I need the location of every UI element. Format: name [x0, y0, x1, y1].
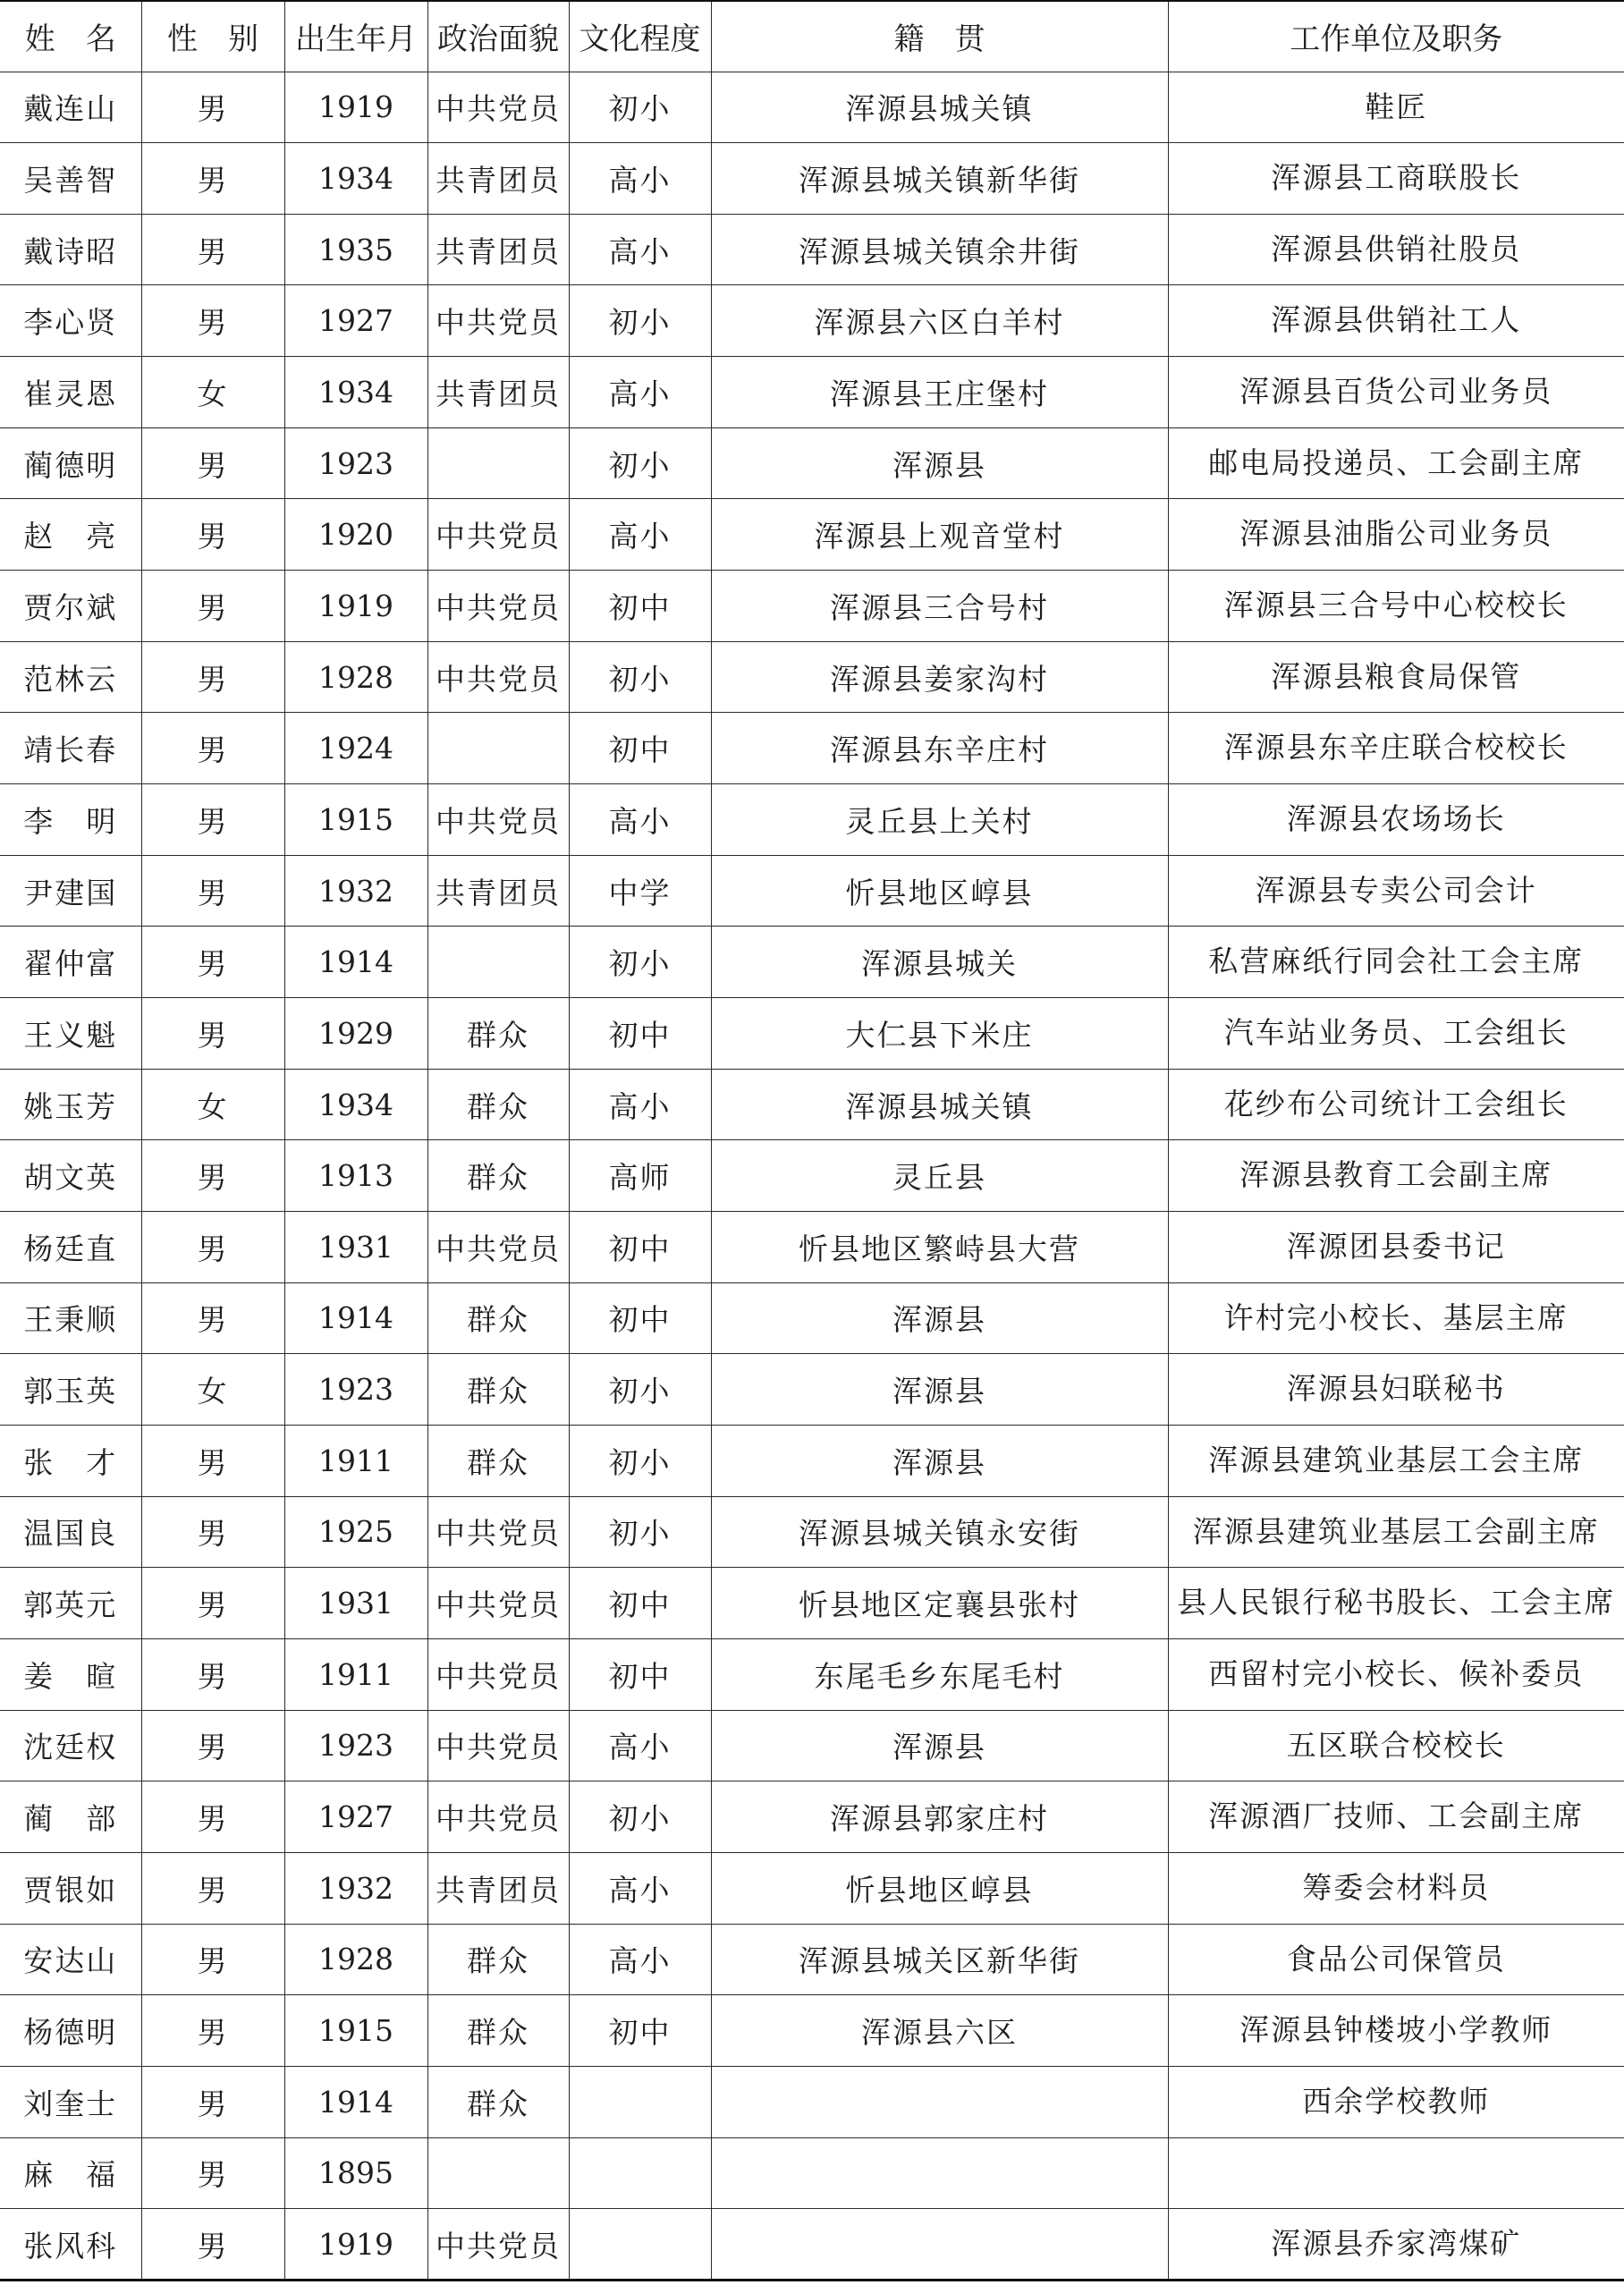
birth-year-cell: 1923 — [284, 427, 427, 499]
job-cell: 五区联合校校长 — [1168, 1710, 1624, 1781]
name-cell: 沈廷权 — [0, 1710, 141, 1781]
political-status-cell: 中共党员 — [427, 499, 569, 571]
table-row — [0, 1212, 1624, 1283]
education-cell: 初小 — [569, 1425, 711, 1496]
job-cell: 浑源县建筑业基层工会副主席 — [1168, 1496, 1624, 1568]
table-row — [0, 499, 1624, 571]
native-place-cell: 浑源县城关镇永安街 — [711, 1496, 1168, 1568]
education-cell: 高小 — [569, 1069, 711, 1140]
education-cell: 初中 — [569, 1638, 711, 1710]
table-row — [0, 1140, 1624, 1212]
birth-year-cell: 1914 — [284, 1282, 427, 1354]
gender-cell: 男 — [141, 285, 284, 357]
job-cell: 浑源县建筑业基层工会主席 — [1168, 1425, 1624, 1496]
name-cell: 戴连山 — [0, 72, 141, 143]
name-cell: 刘奎士 — [0, 2066, 141, 2137]
name-cell: 郭玉英 — [0, 1354, 141, 1426]
name-cell: 郭英元 — [0, 1568, 141, 1639]
political-status-cell: 共青团员 — [427, 1852, 569, 1924]
native-place-cell: 浑源县 — [711, 1425, 1168, 1496]
gender-cell: 男 — [141, 214, 284, 285]
table-row — [0, 1354, 1624, 1426]
job-cell: 浑源县乔家湾煤矿 — [1168, 2209, 1624, 2281]
job-cell: 浑源县妇联秘书 — [1168, 1354, 1624, 1426]
birth-year-cell: 1920 — [284, 499, 427, 571]
job-cell: 浑源县工商联股长 — [1168, 143, 1624, 215]
native-place-cell: 浑源县姜家沟村 — [711, 641, 1168, 713]
gender-cell: 男 — [141, 855, 284, 927]
native-place-cell: 浑源县城关区新华街 — [711, 1924, 1168, 1995]
education-cell: 高小 — [569, 214, 711, 285]
native-place-cell: 浑源县城关镇 — [711, 1069, 1168, 1140]
table-row — [0, 1852, 1624, 1924]
political-status-cell: 中共党员 — [427, 285, 569, 357]
gender-cell: 男 — [141, 784, 284, 856]
education-cell: 高小 — [569, 1924, 711, 1995]
table-row — [0, 427, 1624, 499]
name-cell: 安达山 — [0, 1924, 141, 1995]
birth-year-header: 出生年月 — [284, 1, 427, 72]
native-place-cell — [711, 2137, 1168, 2209]
job-cell: 浑源团县委书记 — [1168, 1212, 1624, 1283]
table-row — [0, 2137, 1624, 2209]
birth-year-cell: 1935 — [284, 214, 427, 285]
education-cell: 初中 — [569, 998, 711, 1070]
native-place-header: 籍 贯 — [711, 1, 1168, 72]
name-cell: 翟仲富 — [0, 927, 141, 998]
gender-cell: 男 — [141, 72, 284, 143]
name-cell: 张 才 — [0, 1425, 141, 1496]
job-cell: 浑源县三合号中心校校长 — [1168, 571, 1624, 642]
gender-cell: 男 — [141, 1140, 284, 1212]
education-cell: 初中 — [569, 1282, 711, 1354]
native-place-cell: 浑源县三合号村 — [711, 571, 1168, 642]
political-status-cell: 共青团员 — [427, 143, 569, 215]
political-status-header: 政治面貌 — [427, 1, 569, 72]
job-cell: 浑源县油脂公司业务员 — [1168, 499, 1624, 571]
gender-cell: 女 — [141, 1069, 284, 1140]
education-cell: 高小 — [569, 1710, 711, 1781]
job-cell: 浑源酒厂技师、工会副主席 — [1168, 1781, 1624, 1853]
birth-year-cell: 1919 — [284, 2209, 427, 2281]
table-row — [0, 285, 1624, 357]
birth-year-cell: 1929 — [284, 998, 427, 1070]
gender-cell: 男 — [141, 1212, 284, 1283]
table-row — [0, 1069, 1624, 1140]
native-place-cell: 浑源县 — [711, 427, 1168, 499]
education-cell: 高师 — [569, 1140, 711, 1212]
birth-year-cell: 1914 — [284, 2066, 427, 2137]
native-place-cell: 浑源县郭家庄村 — [711, 1781, 1168, 1853]
name-cell: 麻 福 — [0, 2137, 141, 2209]
table-row — [0, 2209, 1624, 2281]
native-place-cell: 大仁县下米庄 — [711, 998, 1168, 1070]
table-row — [0, 1710, 1624, 1781]
table-row — [0, 1568, 1624, 1639]
birth-year-cell: 1911 — [284, 1425, 427, 1496]
job-cell: 浑源县供销社股员 — [1168, 214, 1624, 285]
table-row — [0, 784, 1624, 856]
gender-cell: 男 — [141, 1282, 284, 1354]
gender-cell: 男 — [141, 2137, 284, 2209]
native-place-cell: 忻县地区崞县 — [711, 1852, 1168, 1924]
education-cell — [569, 2066, 711, 2137]
table-row — [0, 641, 1624, 713]
birth-year-cell: 1934 — [284, 143, 427, 215]
birth-year-cell: 1923 — [284, 1710, 427, 1781]
education-cell: 高小 — [569, 784, 711, 856]
education-cell: 高小 — [569, 357, 711, 428]
native-place-cell: 浑源县六区 — [711, 1995, 1168, 2067]
education-cell: 初小 — [569, 927, 711, 998]
birth-year-cell: 1911 — [284, 1638, 427, 1710]
native-place-cell: 浑源县城关 — [711, 927, 1168, 998]
gender-cell: 男 — [141, 1852, 284, 1924]
birth-year-cell: 1934 — [284, 357, 427, 428]
birth-year-cell: 1931 — [284, 1212, 427, 1283]
birth-year-cell: 1932 — [284, 1852, 427, 1924]
name-cell: 温国良 — [0, 1496, 141, 1568]
gender-cell: 男 — [141, 571, 284, 642]
political-status-cell: 群众 — [427, 1140, 569, 1212]
name-cell: 吴善智 — [0, 143, 141, 215]
gender-cell: 男 — [141, 427, 284, 499]
political-status-cell: 群众 — [427, 998, 569, 1070]
political-status-cell: 中共党员 — [427, 1496, 569, 1568]
birth-year-cell: 1895 — [284, 2137, 427, 2209]
job-cell: 浑源县钟楼坡小学教师 — [1168, 1995, 1624, 2067]
birth-year-cell: 1915 — [284, 1995, 427, 2067]
name-cell: 崔灵恩 — [0, 357, 141, 428]
job-cell: 花纱布公司统计工会组长 — [1168, 1069, 1624, 1140]
table-row — [0, 855, 1624, 927]
table-row — [0, 927, 1624, 998]
job-cell: 私营麻纸行同会社工会主席 — [1168, 927, 1624, 998]
birth-year-cell: 1931 — [284, 1568, 427, 1639]
name-cell: 姜 暄 — [0, 1638, 141, 1710]
job-cell: 许村完小校长、基层主席 — [1168, 1282, 1624, 1354]
political-status-cell: 中共党员 — [427, 2209, 569, 2281]
political-status-cell: 群众 — [427, 1282, 569, 1354]
native-place-cell: 浑源县城关镇余井街 — [711, 214, 1168, 285]
native-place-cell: 浑源县 — [711, 1710, 1168, 1781]
political-status-cell: 群众 — [427, 1354, 569, 1426]
gender-cell: 男 — [141, 1638, 284, 1710]
birth-year-cell: 1927 — [284, 285, 427, 357]
education-cell: 初中 — [569, 713, 711, 784]
political-status-cell: 共青团员 — [427, 357, 569, 428]
birth-year-cell: 1927 — [284, 1781, 427, 1853]
table-row — [0, 1924, 1624, 1995]
political-status-cell: 中共党员 — [427, 571, 569, 642]
name-cell: 蔺德明 — [0, 427, 141, 499]
table-row — [0, 1995, 1624, 2067]
native-place-cell — [711, 2209, 1168, 2281]
name-cell: 范林云 — [0, 641, 141, 713]
native-place-cell: 灵丘县 — [711, 1140, 1168, 1212]
gender-cell: 男 — [141, 713, 284, 784]
birth-year-cell: 1914 — [284, 927, 427, 998]
education-header: 文化程度 — [569, 1, 711, 72]
education-cell: 高小 — [569, 1852, 711, 1924]
political-status-cell: 中共党员 — [427, 784, 569, 856]
gender-cell: 女 — [141, 1354, 284, 1426]
native-place-cell: 浑源县东辛庄村 — [711, 713, 1168, 784]
table-row — [0, 1282, 1624, 1354]
gender-cell: 男 — [141, 143, 284, 215]
birth-year-cell: 1928 — [284, 641, 427, 713]
native-place-cell: 浑源县王庄堡村 — [711, 357, 1168, 428]
education-cell: 高小 — [569, 499, 711, 571]
political-status-cell: 共青团员 — [427, 855, 569, 927]
political-status-cell: 群众 — [427, 2066, 569, 2137]
table-row — [0, 214, 1624, 285]
native-place-cell: 浑源县六区白羊村 — [711, 285, 1168, 357]
name-cell: 胡文英 — [0, 1140, 141, 1212]
political-status-cell: 中共党员 — [427, 1638, 569, 1710]
gender-cell: 男 — [141, 1781, 284, 1853]
header-row — [0, 1, 1624, 72]
job-cell: 浑源县专卖公司会计 — [1168, 855, 1624, 927]
native-place-cell: 东尾毛乡东尾毛村 — [711, 1638, 1168, 1710]
native-place-cell: 浑源县 — [711, 1354, 1168, 1426]
political-status-cell: 中共党员 — [427, 641, 569, 713]
birth-year-cell: 1913 — [284, 1140, 427, 1212]
name-cell: 靖长春 — [0, 713, 141, 784]
education-cell: 初中 — [569, 1568, 711, 1639]
table-row — [0, 2066, 1624, 2137]
political-status-cell: 群众 — [427, 1995, 569, 2067]
education-cell: 初小 — [569, 427, 711, 499]
job-cell: 食品公司保管员 — [1168, 1924, 1624, 1995]
name-cell: 戴诗昭 — [0, 214, 141, 285]
native-place-cell: 忻县地区定襄县张村 — [711, 1568, 1168, 1639]
political-status-cell: 中共党员 — [427, 1568, 569, 1639]
name-cell: 姚玉芳 — [0, 1069, 141, 1140]
table-row — [0, 143, 1624, 215]
name-cell: 王秉顺 — [0, 1282, 141, 1354]
table-row — [0, 998, 1624, 1070]
gender-cell: 男 — [141, 2209, 284, 2281]
job-cell: 邮电局投递员、工会副主席 — [1168, 427, 1624, 499]
education-cell: 中学 — [569, 855, 711, 927]
job-cell — [1168, 2137, 1624, 2209]
birth-year-cell: 1928 — [284, 1924, 427, 1995]
name-cell: 王义魁 — [0, 998, 141, 1070]
birth-year-cell: 1925 — [284, 1496, 427, 1568]
political-status-cell: 群众 — [427, 1425, 569, 1496]
political-status-cell — [427, 427, 569, 499]
name-cell: 尹建国 — [0, 855, 141, 927]
education-cell: 初小 — [569, 72, 711, 143]
native-place-cell — [711, 2066, 1168, 2137]
table-row — [0, 1638, 1624, 1710]
gender-cell: 男 — [141, 998, 284, 1070]
birth-year-cell: 1932 — [284, 855, 427, 927]
table-row — [0, 357, 1624, 428]
job-cell: 浑源县教育工会副主席 — [1168, 1140, 1624, 1212]
job-cell: 筹委会材料员 — [1168, 1852, 1624, 1924]
native-place-cell: 忻县地区繁峙县大营 — [711, 1212, 1168, 1283]
birth-year-cell: 1924 — [284, 713, 427, 784]
education-cell: 初中 — [569, 1212, 711, 1283]
education-cell — [569, 2137, 711, 2209]
gender-cell: 男 — [141, 1425, 284, 1496]
job-cell: 鞋匠 — [1168, 72, 1624, 143]
job-cell: 浑源县供销社工人 — [1168, 285, 1624, 357]
gender-cell: 男 — [141, 641, 284, 713]
job-cell: 西留村完小校长、候补委员 — [1168, 1638, 1624, 1710]
native-place-cell: 灵丘县上关村 — [711, 784, 1168, 856]
gender-cell: 男 — [141, 1995, 284, 2067]
job-cell: 县人民银行秘书股长、工会主席 — [1168, 1568, 1624, 1639]
political-status-cell — [427, 2137, 569, 2209]
job-cell: 浑源县百货公司业务员 — [1168, 357, 1624, 428]
native-place-cell: 浑源县 — [711, 1282, 1168, 1354]
education-cell: 初小 — [569, 1354, 711, 1426]
table-row — [0, 1781, 1624, 1853]
gender-cell: 男 — [141, 927, 284, 998]
name-cell: 贾银如 — [0, 1852, 141, 1924]
gender-cell: 男 — [141, 1710, 284, 1781]
education-cell: 初小 — [569, 285, 711, 357]
name-cell: 赵 亮 — [0, 499, 141, 571]
birth-year-cell: 1934 — [284, 1069, 427, 1140]
education-cell: 初小 — [569, 641, 711, 713]
table-row — [0, 1425, 1624, 1496]
gender-header: 性 别 — [141, 1, 284, 72]
native-place-cell: 浑源县城关镇 — [711, 72, 1168, 143]
native-place-cell: 忻县地区崞县 — [711, 855, 1168, 927]
political-status-cell — [427, 927, 569, 998]
native-place-cell: 浑源县城关镇新华街 — [711, 143, 1168, 215]
table-row — [0, 72, 1624, 143]
education-cell: 初中 — [569, 1995, 711, 2067]
gender-cell: 男 — [141, 1496, 284, 1568]
education-cell: 高小 — [569, 143, 711, 215]
name-cell: 贾尔斌 — [0, 571, 141, 642]
birth-year-cell: 1919 — [284, 72, 427, 143]
gender-cell: 男 — [141, 1924, 284, 1995]
name-cell: 杨廷直 — [0, 1212, 141, 1283]
table-row — [0, 1496, 1624, 1568]
job-header: 工作单位及职务 — [1168, 1, 1624, 72]
gender-cell: 男 — [141, 1568, 284, 1639]
political-status-cell: 中共党员 — [427, 72, 569, 143]
job-cell: 浑源县粮食局保管 — [1168, 641, 1624, 713]
name-cell: 杨德明 — [0, 1995, 141, 2067]
name-cell: 李 明 — [0, 784, 141, 856]
gender-cell: 女 — [141, 357, 284, 428]
table-row — [0, 713, 1624, 784]
name-cell: 李心贤 — [0, 285, 141, 357]
table-row — [0, 571, 1624, 642]
education-cell: 初小 — [569, 1496, 711, 1568]
name-cell: 蔺 部 — [0, 1781, 141, 1853]
birth-year-cell: 1919 — [284, 571, 427, 642]
job-cell: 浑源县东辛庄联合校校长 — [1168, 713, 1624, 784]
name-cell: 张风科 — [0, 2209, 141, 2281]
birth-year-cell: 1915 — [284, 784, 427, 856]
political-status-cell: 共青团员 — [427, 214, 569, 285]
political-status-cell: 中共党员 — [427, 1710, 569, 1781]
political-status-cell — [427, 713, 569, 784]
name-header: 姓 名 — [0, 1, 141, 72]
job-cell: 浑源县农场场长 — [1168, 784, 1624, 856]
birth-year-cell: 1923 — [284, 1354, 427, 1426]
education-cell: 初小 — [569, 1781, 711, 1853]
education-cell — [569, 2209, 711, 2281]
political-status-cell: 群众 — [427, 1069, 569, 1140]
job-cell: 西余学校教师 — [1168, 2066, 1624, 2137]
education-cell: 初中 — [569, 571, 711, 642]
political-status-cell: 中共党员 — [427, 1781, 569, 1853]
job-cell: 汽车站业务员、工会组长 — [1168, 998, 1624, 1070]
gender-cell: 男 — [141, 2066, 284, 2137]
gender-cell: 男 — [141, 499, 284, 571]
political-status-cell: 中共党员 — [427, 1212, 569, 1283]
political-status-cell: 群众 — [427, 1924, 569, 1995]
native-place-cell: 浑源县上观音堂村 — [711, 499, 1168, 571]
